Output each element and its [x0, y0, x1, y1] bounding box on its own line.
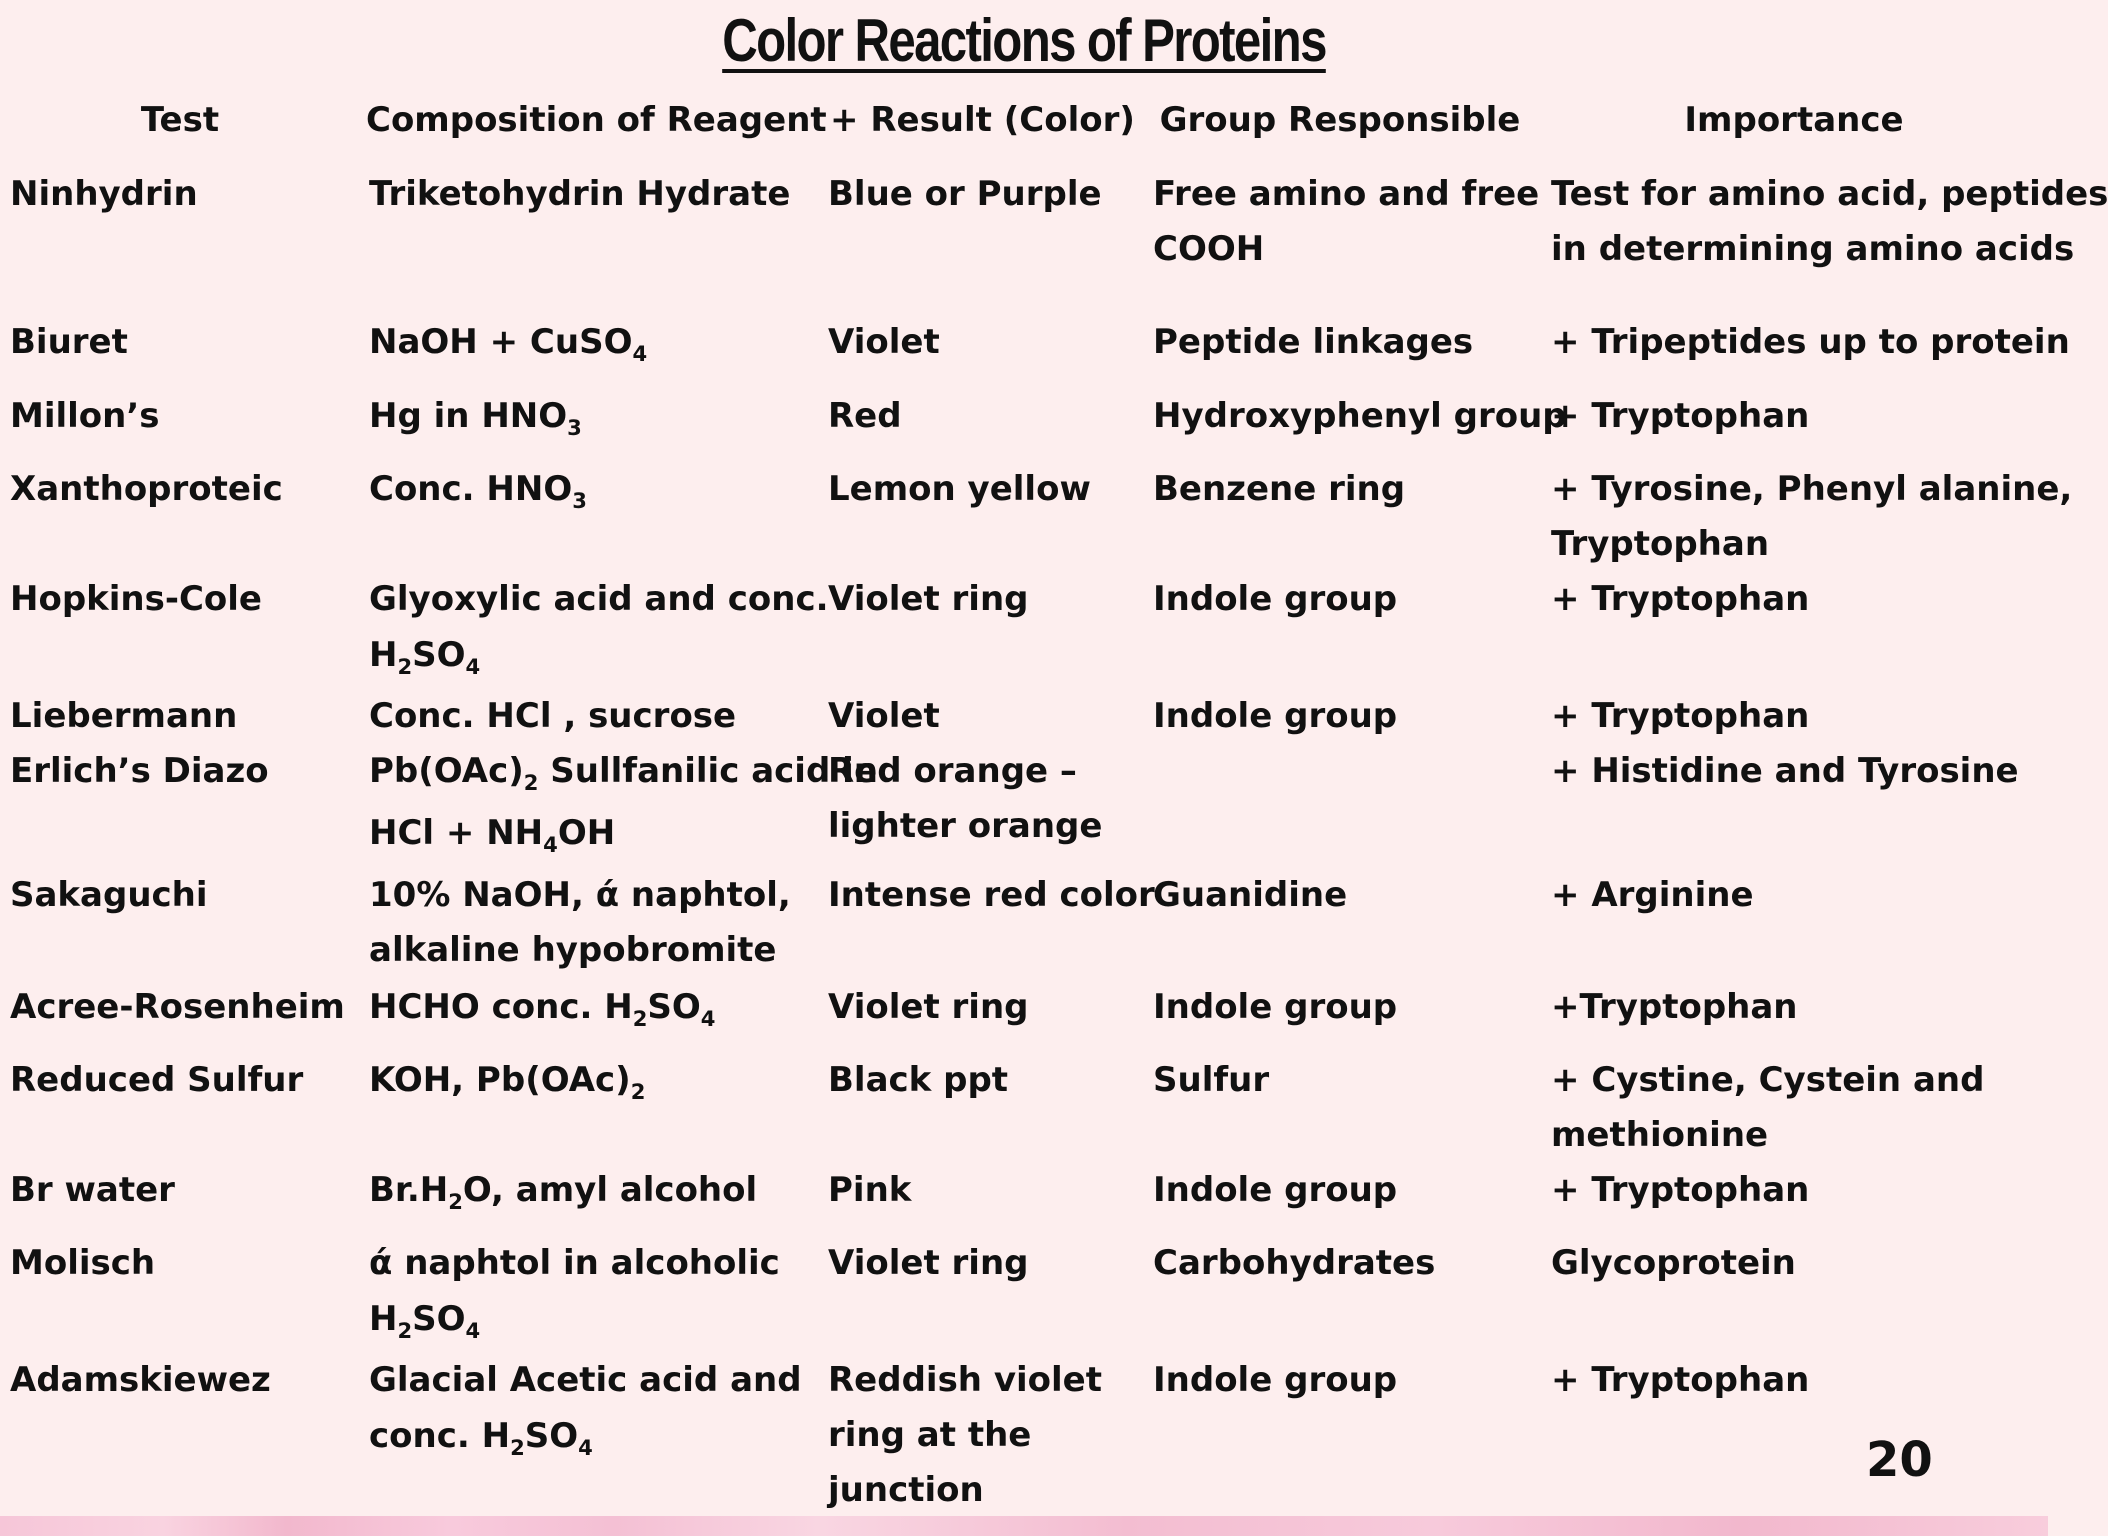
row-group: Indole group — [1153, 696, 1398, 736]
row-result: Intense red color — [828, 875, 1155, 915]
row-group: COOH — [1153, 229, 1265, 269]
row-importance: + Tryptophan — [1551, 696, 1810, 736]
header-importance: Importance — [1684, 100, 1904, 140]
row-importance: + Arginine — [1551, 875, 1754, 915]
row-composition: alkaline hypobromite — [369, 930, 777, 970]
header-test: Test — [140, 100, 220, 140]
row-result: junction — [828, 1470, 984, 1510]
row-importance: + Tyrosine, Phenyl alanine, — [1551, 469, 2073, 509]
page-number: 20 — [1866, 1432, 1933, 1488]
row-group: Sulfur — [1153, 1060, 1270, 1100]
row-group: Indole group — [1153, 1170, 1398, 1210]
row-test: Molisch — [10, 1243, 156, 1283]
row-importance: Glycoprotein — [1551, 1243, 1796, 1283]
row-importance: + Tripeptides up to protein — [1551, 322, 2070, 362]
row-result: Red — [828, 396, 902, 436]
row-importance: + Histidine and Tyrosine — [1551, 751, 2019, 791]
row-result: lighter orange — [828, 806, 1103, 846]
row-composition: Conc. HCl , sucrose — [369, 696, 737, 736]
row-composition: HCl + $NH_4OH$ — [369, 813, 616, 857]
row-result: Red orange – — [828, 751, 1077, 791]
row-result: Violet — [828, 322, 940, 362]
row-composition: $H_2SO_4$ — [369, 635, 481, 679]
row-result: Violet — [828, 696, 940, 736]
row-importance: Tryptophan — [1551, 524, 1770, 564]
row-test: Biuret — [10, 322, 128, 362]
footer-decoration — [0, 1516, 2048, 1536]
header-group: Group Responsible — [1159, 100, 1521, 140]
row-composition: conc. $H_2SO_4$ — [369, 1416, 593, 1460]
row-group: Indole group — [1153, 1360, 1398, 1400]
row-composition: KOH, $Pb(OAc)_2$ — [369, 1060, 646, 1104]
row-result: Reddish violet — [828, 1360, 1102, 1400]
row-importance: + Tryptophan — [1551, 1360, 1810, 1400]
row-group: Free amino and free — [1153, 174, 1540, 214]
row-composition: 10% NaOH, ά naphtol, — [369, 875, 791, 915]
row-test: Liebermann — [10, 696, 238, 736]
row-composition: NaOH + CuSO$_4$ — [369, 322, 648, 366]
row-test: Adamskiewez — [10, 1360, 271, 1400]
row-test: Millon’s — [10, 396, 160, 436]
row-importance: +Tryptophan — [1551, 987, 1798, 1027]
page-title: Color Reactions of Proteins — [722, 7, 1326, 74]
row-group: Benzene ring — [1153, 469, 1406, 509]
row-composition: Conc. $HNO_3$ — [369, 469, 587, 513]
row-importance: + Tryptophan — [1551, 579, 1810, 619]
row-group: Guanidine — [1153, 875, 1348, 915]
row-group: Indole group — [1153, 579, 1398, 619]
row-importance: + Tryptophan — [1551, 1170, 1810, 1210]
row-result: Pink — [828, 1170, 912, 1210]
row-group: Carbohydrates — [1153, 1243, 1436, 1283]
row-test: Ninhydrin — [10, 174, 198, 214]
row-test: Reduced Sulfur — [10, 1060, 304, 1100]
row-result: Blue or Purple — [828, 174, 1102, 214]
row-result: Violet ring — [828, 1243, 1029, 1283]
header-result: + Result (Color) — [830, 100, 1135, 140]
row-result: Black ppt — [828, 1060, 1009, 1100]
row-importance: methionine — [1551, 1115, 1769, 1155]
row-importance: Test for amino acid, peptides — [1551, 174, 2108, 214]
row-importance: + Tryptophan — [1551, 396, 1810, 436]
row-composition: Glyoxylic acid and conc. — [369, 579, 829, 619]
row-test: Br water — [10, 1170, 175, 1210]
row-composition: $Br.H_2O$, amyl alcohol — [369, 1170, 758, 1214]
row-result: ring at the — [828, 1415, 1032, 1455]
row-test: Xanthoproteic — [10, 469, 283, 509]
row-group: Hydroxyphenyl group — [1153, 396, 1567, 436]
row-test: Acree-Rosenheim — [10, 987, 345, 1027]
row-test: Sakaguchi — [10, 875, 208, 915]
row-importance: in determining amino acids — [1551, 229, 2075, 269]
row-test: Hopkins-Cole — [10, 579, 262, 619]
row-composition: HCHO conc. $H_2SO_4$ — [369, 987, 716, 1031]
row-test: Erlich’s Diazo — [10, 751, 269, 791]
row-composition: Glacial Acetic acid and — [369, 1360, 802, 1400]
row-composition: Hg in $HNO_3$ — [369, 396, 582, 440]
row-result: Violet ring — [828, 579, 1029, 619]
row-composition: $Pb(OAc)_2$ Sullfanilic acid in — [369, 751, 878, 795]
row-composition: $H_2SO_4$ — [369, 1299, 481, 1343]
header-composition: Composition of Reagent — [366, 100, 827, 140]
row-group: Peptide linkages — [1153, 322, 1474, 362]
row-result: Violet ring — [828, 987, 1029, 1027]
row-composition: ά naphtol in alcoholic — [369, 1243, 780, 1283]
row-result: Lemon yellow — [828, 469, 1091, 509]
row-group: Indole group — [1153, 987, 1398, 1027]
row-composition: Triketohydrin Hydrate — [369, 174, 791, 214]
row-importance: + Cystine, Cystein and — [1551, 1060, 1985, 1100]
